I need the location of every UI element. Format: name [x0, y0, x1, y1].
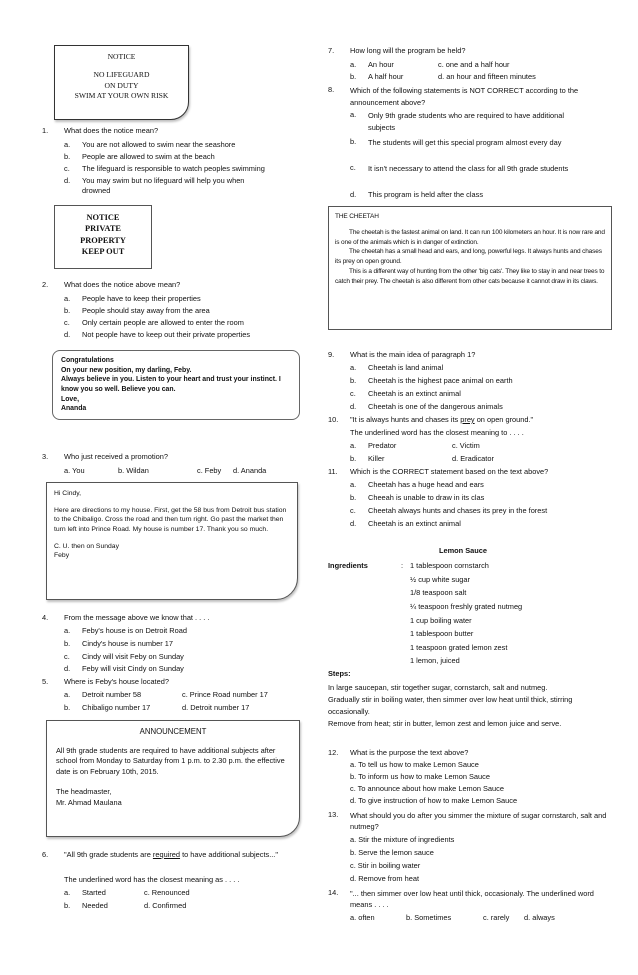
q8-option-b[interactable]: b. The students will get this special program almost every day: [350, 137, 562, 147]
recipe-step: Gradually stir in boiling water, then simmer over low heat until thick, stirring occasionally.: [328, 694, 573, 716]
q11-option-c[interactable]: c. Cheetah always hunts and chases its prey in the forest: [350, 506, 548, 515]
q3-option-c[interactable]: c. Feby: [197, 466, 222, 475]
q10-option-row-1: a. Predator c. Victim: [350, 441, 480, 450]
q8-option-d[interactable]: d. This program is held after the class: [350, 190, 484, 199]
notice-line: ON DUTY: [104, 80, 139, 90]
q5-option-row-1: a. Detroit number 58 c. Prince Road number 17: [64, 690, 268, 699]
letter-body: Here are directions to my house. First, get the 58 bus from Detroit bus station to the Chibaligo. Cross the road and then turn right. Go past the market then turn left into Prince Road. My house is number 17. Thank you so much.: [54, 506, 287, 533]
announcement-signer-title: The headmaster,: [56, 787, 112, 797]
q6-option-d[interactable]: d. Confirmed: [144, 901, 187, 910]
ingredient-item: ½ cup white sugar: [410, 575, 470, 584]
question-6: 6. "All 9th grade students are required to have additional subjects...": [42, 850, 278, 859]
question-9: 9. What is the main idea of paragraph 1?: [328, 350, 476, 359]
question-10: 10. "It is always hunts and chases its prey on open ground.": [328, 415, 534, 424]
ingredients-colon: :: [401, 561, 404, 570]
q5-option-b[interactable]: Chibaligo number 17: [82, 703, 151, 712]
q12-option-d[interactable]: d. To give instruction of how to make Lemon Sauce: [350, 796, 518, 805]
cheetah-passage: [328, 206, 612, 330]
question-13: 13. What should you do after you simmer the mixture of sugar cornstarch, salt and nutmeg?: [328, 810, 607, 832]
q13-option-a[interactable]: a. Stir the mixture of ingredients: [350, 835, 455, 844]
q13-option-d[interactable]: d. Remove from heat: [350, 874, 420, 883]
q6-option-a[interactable]: Started: [82, 888, 106, 897]
notice2-line: KEEP OUT: [81, 247, 125, 257]
question-14: 14. "... then simmer over low heat until thick, occasionaly. The underlined word means . . . .: [328, 888, 594, 910]
notice-lifeguard: [54, 45, 189, 120]
notice2-line: NOTICE: [86, 213, 120, 222]
q2-option-d[interactable]: d. Not people have to keep out their private properties: [64, 330, 251, 339]
question-1: 1. What does the notice mean?: [42, 126, 159, 135]
q9-option-a[interactable]: a. Cheetah is land animal: [350, 363, 444, 372]
ingredients-label: Ingredients: [328, 561, 368, 570]
q9-option-c[interactable]: c. Cheetah is an extinct animal: [350, 389, 461, 398]
underlined-word: prey: [460, 415, 475, 424]
q12-option-b[interactable]: b. To inform us how to make Lemon Sauce: [350, 772, 490, 781]
q10-option-a[interactable]: Predator: [368, 441, 397, 450]
ingredient-item: 1 tablespoon butter: [410, 629, 474, 638]
q1-option-a[interactable]: a. You are not allowed to swim near the seashore: [64, 140, 236, 149]
q4-option-c[interactable]: c. Cindy will visit Feby on Sunday: [64, 652, 184, 661]
letter-box: [46, 482, 298, 600]
q2-option-c[interactable]: c. Only certain people are allowed to enter the room: [64, 318, 244, 327]
q10-option-d[interactable]: d. Eradicator: [452, 454, 494, 463]
notice2-line: PROPERTY: [80, 235, 126, 245]
card-line: Ananda: [61, 405, 87, 413]
q14-option-b[interactable]: b. Sometimes: [406, 913, 452, 922]
passage-title: THE CHEETAH: [335, 213, 379, 220]
q11-option-d[interactable]: d. Cheetah is an extinct animal: [350, 519, 461, 528]
notice2-line: PRIVATE: [85, 224, 121, 234]
q2-option-a[interactable]: a. People have to keep their properties: [64, 294, 201, 303]
ingredient-item: 1 tablespoon cornstarch: [410, 561, 489, 570]
question-5: 5. Where is Feby's house located?: [42, 677, 169, 686]
q3-option-b[interactable]: b. Wildan: [118, 466, 149, 475]
recipe-title: Lemon Sauce: [438, 546, 488, 555]
q3-option-a[interactable]: a. You: [64, 466, 85, 475]
question-12: 12. What is the purpose the text above?: [328, 748, 469, 757]
q7-option-c[interactable]: c. one and a half hour: [438, 60, 510, 69]
q4-option-b[interactable]: b. Cindy's house is number 17: [64, 639, 173, 648]
q14-option-c[interactable]: c. rarely: [483, 913, 510, 922]
notice-line: NOTICE: [107, 52, 136, 61]
q9-option-b[interactable]: b. Cheetah is the highest pace animal on earth: [350, 376, 513, 385]
question-7: 7. How long will the program be held?: [328, 46, 466, 55]
notice-line: NO LIFEGUARD: [93, 70, 150, 80]
q8-option-c[interactable]: c. It isn't necessary to attend the class for all 9th grade students: [350, 163, 569, 173]
q13-option-c[interactable]: c. Stir in boiling water: [350, 861, 421, 870]
announcement-title: ANNOUNCEMENT: [139, 727, 207, 736]
q10-option-row-2: b. Killer d. Eradicator: [350, 454, 494, 463]
recipe-step: Remove from heat; stir in butter, lemon zest and lemon juice and serve.: [328, 718, 562, 728]
announcement-box: [46, 720, 300, 837]
q4-option-a[interactable]: a. Feby's house is on Detroit Road: [64, 626, 187, 635]
q4-option-d[interactable]: d. Feby will visit Cindy on Sunday: [64, 664, 184, 673]
q12-option-a[interactable]: a. To tell us how to make Lemon Sauce: [350, 760, 479, 769]
q7-option-a[interactable]: An hour: [368, 60, 394, 69]
letter-greeting: Hi Cindy,: [54, 490, 82, 497]
q5-option-c[interactable]: c. Prince Road number 17: [182, 690, 268, 699]
steps-label: Steps:: [328, 669, 351, 678]
letter-signature: Feby: [54, 552, 70, 560]
q1-option-b[interactable]: b. People are allowed to swim at the beach: [64, 152, 215, 161]
q7-option-b[interactable]: A half hour: [368, 72, 404, 81]
q1-option-c[interactable]: c. The lifeguard is responsible to watch peoples swimming: [64, 164, 265, 173]
q6-option-b[interactable]: Needed: [82, 901, 108, 910]
card-line: On your new position, my darling, Feby.: [61, 366, 192, 374]
q14-option-a[interactable]: a. often: [350, 913, 375, 922]
question-3: 3. Who just received a promotion?: [42, 452, 168, 461]
ingredient-item: 1/8 teaspoon salt: [410, 588, 467, 597]
q7-option-row-2: b. A half hour d. an hour and fifteen minutes: [350, 72, 536, 81]
recipe-steps: [328, 682, 613, 730]
question-2: 2. What does the notice above mean?: [42, 280, 181, 289]
underlined-word: required: [152, 850, 181, 859]
q10-instruction: The underlined word has the closest meaning to . . . .: [350, 428, 524, 437]
q13-option-b[interactable]: b. Serve the lemon sauce: [350, 848, 434, 857]
ingredient-item: ¼ teaspoon freshly grated nutmeg: [410, 602, 523, 611]
letter-closing: C. U. then on Sunday: [54, 542, 119, 550]
q12-option-c[interactable]: c. To announce about how make Lemon Sauce: [350, 784, 504, 793]
announcement-signer-name: Mr. Ahmad Maulana: [56, 798, 122, 808]
question-11: 11. Which is the CORRECT statement based on the text above?: [328, 467, 549, 476]
q1-option-d[interactable]: d. You may swim but no lifeguard will help you when drowned: [64, 176, 245, 195]
q10-option-b[interactable]: Killer: [368, 454, 385, 463]
card-line: Always believe in you. Listen to your heart and trust your instinct. I know you so well. Believe you can.: [61, 376, 281, 393]
q5-option-a[interactable]: Detroit number 58: [82, 690, 142, 699]
q6-option-c[interactable]: c. Renounced: [144, 888, 190, 897]
q9-option-d[interactable]: d. Cheetah is one of the dangerous animals: [350, 402, 503, 411]
q10-option-c[interactable]: c. Victim: [452, 441, 480, 450]
congratulations-card: [52, 350, 300, 420]
notice-private-property: [54, 205, 152, 269]
q7-option-row-1: a. An hour c. one and a half hour: [350, 60, 510, 69]
q2-option-b[interactable]: b. People should stay away from the area: [64, 306, 210, 315]
q14-option-d[interactable]: d. always: [524, 913, 555, 922]
passage-paragraph-3: This is a different way of hunting from the other 'big cats'. They like to stay in and near trees to catch their prey. The cheetah is also different from other cats because it cannot draw in its claws.: [335, 267, 605, 285]
card-line: Congratulations: [61, 357, 114, 364]
notice-line: SWIM AT YOUR OWN RISK: [74, 90, 169, 100]
q6-option-row-2: b. Needed d. Confirmed: [64, 901, 187, 910]
ingredient-item: 1 teaspoon grated lemon zest: [410, 643, 508, 652]
q8-option-a[interactable]: a. Only 9th grade students who are required to have additional subjects: [350, 110, 564, 132]
q6-option-row-1: a. Started c. Renounced: [64, 888, 190, 897]
passage-paragraph-2: The cheetah has a small head and ears, and long, powerful legs. It always hunts and chases its prey on open ground.: [335, 248, 602, 265]
q11-option-b[interactable]: b. Cheeah is unable to draw in its clas: [350, 493, 485, 502]
q7-option-d[interactable]: d. an hour and fifteen minutes: [438, 72, 536, 81]
q6-instruction: The underlined word has the closest meaning as . . . .: [64, 875, 240, 884]
question-8: 8. Which of the following statements is NOT CORRECT according to the announcement above?: [328, 85, 579, 107]
ingredient-item: 1 lemon, juiced: [410, 656, 460, 665]
announcement-body: All 9th grade students are required to have additional subjects after school from Monday to Saturday from 1 p.m. to 2.30 p.m. the effective date is on February 10th, 2015.: [56, 745, 285, 777]
q3-option-d[interactable]: d. Ananda: [233, 466, 267, 475]
ingredient-item: 1 cup boiling water: [410, 616, 472, 625]
passage-paragraph-1: The cheetah is the fastest animal on land. It can run 100 kilometers an hour. It is now rare and is one of the animals which is in danger of extinction.: [335, 228, 605, 246]
question-4: 4. From the message above we know that . . . .: [42, 613, 210, 622]
q5-option-d[interactable]: d. Detroit number 17: [182, 703, 250, 712]
notice-line: [55, 62, 188, 70]
q11-option-a[interactable]: a. Cheetah has a huge head and ears: [350, 480, 484, 489]
recipe-step: In large saucepan, stir together sugar, cornstarch, salt and nutmeg.: [328, 683, 548, 692]
card-line: Love,: [61, 395, 79, 403]
q5-option-row-2: b. Chibaligo number 17 d. Detroit number 17: [64, 703, 250, 712]
